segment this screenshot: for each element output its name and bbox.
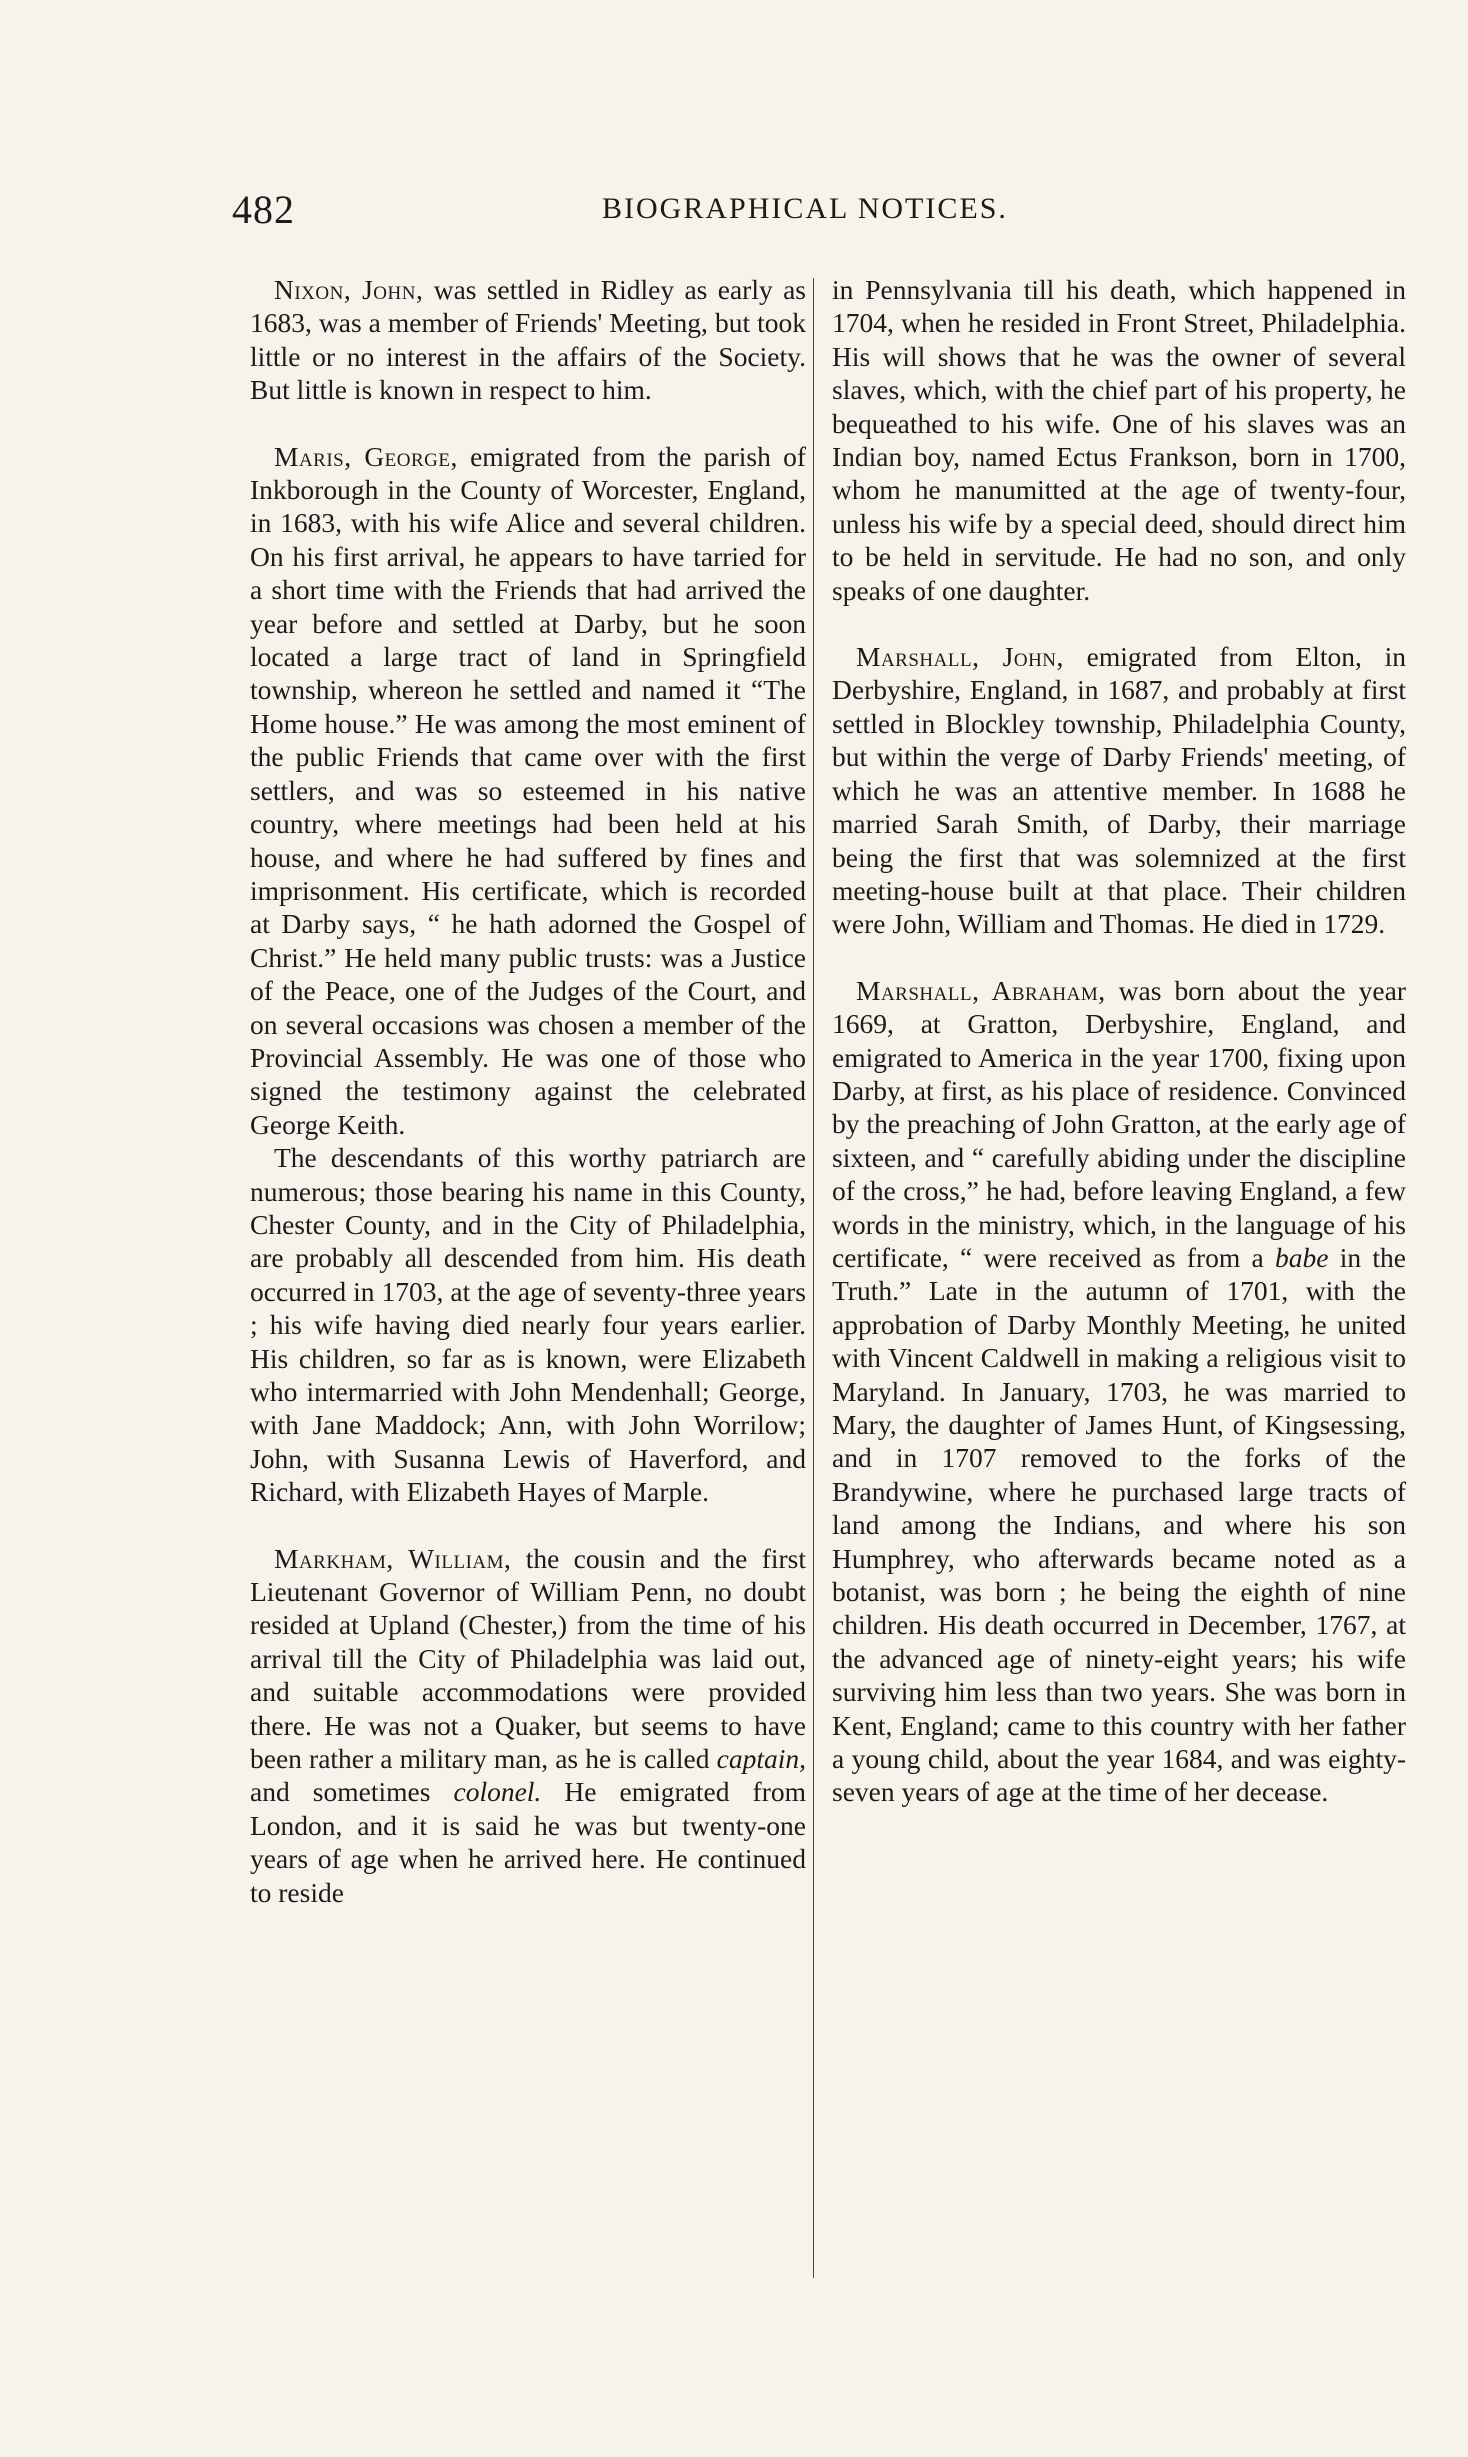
entry-nixon-john <box>250 273 806 407</box>
entry-text: emigrated from the parish of Inkborough in the County of Worcester, England, in 1683, with his wife Alice and several children. On his first arrival, he appears to have tarried for a short time with the Friends that had arrived the year before and settled at Darby, but he soon located a large tract of land in Springfield township, whereon he settled and named it “The Home house.” He was among the most eminent of the public Friends that came over with the first settlers, and was so esteemed in his native country, where meetings had been held at his house, and where he had suffered by fines and imprisonment. His certificate, which is recorded at Darby says, “ he hath adorned the Gospel of Christ.” He held many public trusts: was a Justice of the Peace, one of the Judges of the Court, and on several occasions was chosen a member of the Provincial Assembly. He was one of those who signed the testimony against the celebrated George Keith. <box>250 440 806 1140</box>
entry-text: and sometimes <box>250 1776 454 1808</box>
italic-term: captain, <box>716 1743 806 1775</box>
entry-marshall-john <box>832 640 1406 941</box>
right-column <box>832 273 1406 1842</box>
left-column <box>250 273 806 1942</box>
italic-term: babe <box>1275 1241 1329 1273</box>
running-title: BIOGRAPHICAL NOTICES. <box>602 192 1008 225</box>
entry-text: was born about the year 1669, at Gratton, Derbyshire, England, and emigrated to America in the year 1700, fixing upon Darby, at first, as his place of residence. Convinced by the preaching of John Gratton, at the early age of sixteen, and “ carefully abiding under the discipline of the cross,” he had, before leaving England, a few words in the ministry, which, in the language of his certificate, “ were received as from a <box>832 974 1406 1273</box>
entry-name: Nixon, John, <box>274 274 424 305</box>
entry-markham-continued <box>832 273 1406 607</box>
entry-text: He emigrated from London, and it is said he was but twenty-one years of age when he arrived here. He continued to reside <box>250 1776 806 1908</box>
page-header <box>232 186 1022 236</box>
entry-markham-william <box>250 1542 806 1909</box>
entry-text: in Pennsylvania till his death, which happened in 1704, when he resided in Front Street, Philadelphia. His will shows that he was the owner of several slaves, which, with the chief part of his property, he bequeathed to his wife. One of his slaves was an Indian boy, named Ectus Frankson, born in 1700, whom he manumitted at the age of twenty-four, unless his wife by a special deed, should direct him to be held in servitude. He had no son, and only speaks of one daughter. <box>832 274 1406 606</box>
entry-name: Maris, George, <box>274 440 458 472</box>
entry-name: Marshall, Abraham, <box>856 974 1106 1006</box>
entry-name: Marshall, John, <box>856 641 1064 673</box>
entry-name: Markham, William, <box>274 1542 512 1574</box>
entry-marshall-abraham <box>832 974 1406 1809</box>
entry-text: was settled in Ridley as early as 1683, was a member of Friends' Meeting, but took little or no interest in the affairs of the Society. But little is known in respect to him. <box>250 274 807 406</box>
page-number: 482 <box>232 187 295 232</box>
entry-text: emigrated from Elton, in Derbyshire, England, in 1687, and probably at first settled in Blockley township, Philadelphia County, but within the verge of Darby Friends' meeting, of which he was an attentive member. In 1688 he married Sarah Smith, of Darby, their marriage being the first that was solemnized at the first meeting-house built at that place. Their children were John, William and Thomas. He died in 1729. <box>832 641 1407 940</box>
entry-text-continued: The descendants of this worthy patriarch are numerous; those bearing his name in this County, Chester County, and in the City of Philadelphia, are probably all descended from him. His death occurred in 1703, at the age of seventy-three years ; his wife having died nearly four years earlier. His children, so far as is known, were Elizabeth who intermarried with John Mendenhall; George, with Jane Maddock; Ann, with John Worrilow; John, with Susanna Lewis of Haverford, and Richard, with Elizabeth Hayes of Marple. <box>250 1142 806 1508</box>
column-divider <box>813 278 814 2278</box>
entry-maris-george <box>250 440 806 1509</box>
entry-text: in the Truth.” Late in the autumn of 1701, with the approbation of Darby Monthly Meeting, he united with Vincent Caldwell in making a religious visit to Maryland. In January, 1703, he was married to Mary, the daughter of James Hunt, of Kingsessing, and in 1707 removed to the forks of the Brandywine, where he purchased large tracts of land among the Indians, and where his son Humphrey, who afterwards became noted as a botanist, was born ; he being the eighth of nine children. His death occurred in December, 1767, at the advanced age of ninety-eight years; his wife surviving him less than two years. She was born in Kent, England; came to this country with her father a young child, about the year 1684, and was eighty-seven years of age at the time of her decease. <box>832 1241 1406 1808</box>
entry-text: the cousin and the first Lieutenant Governor of William Penn, no doubt resided at Upland (Chester,) from the time of his arrival till the City of Philadelphia was laid out, and suitable accommodations were provided there. He was not a Quaker, but seems to have been rather a military man, as he is called <box>250 1542 806 1775</box>
italic-term: colonel. <box>453 1776 542 1808</box>
